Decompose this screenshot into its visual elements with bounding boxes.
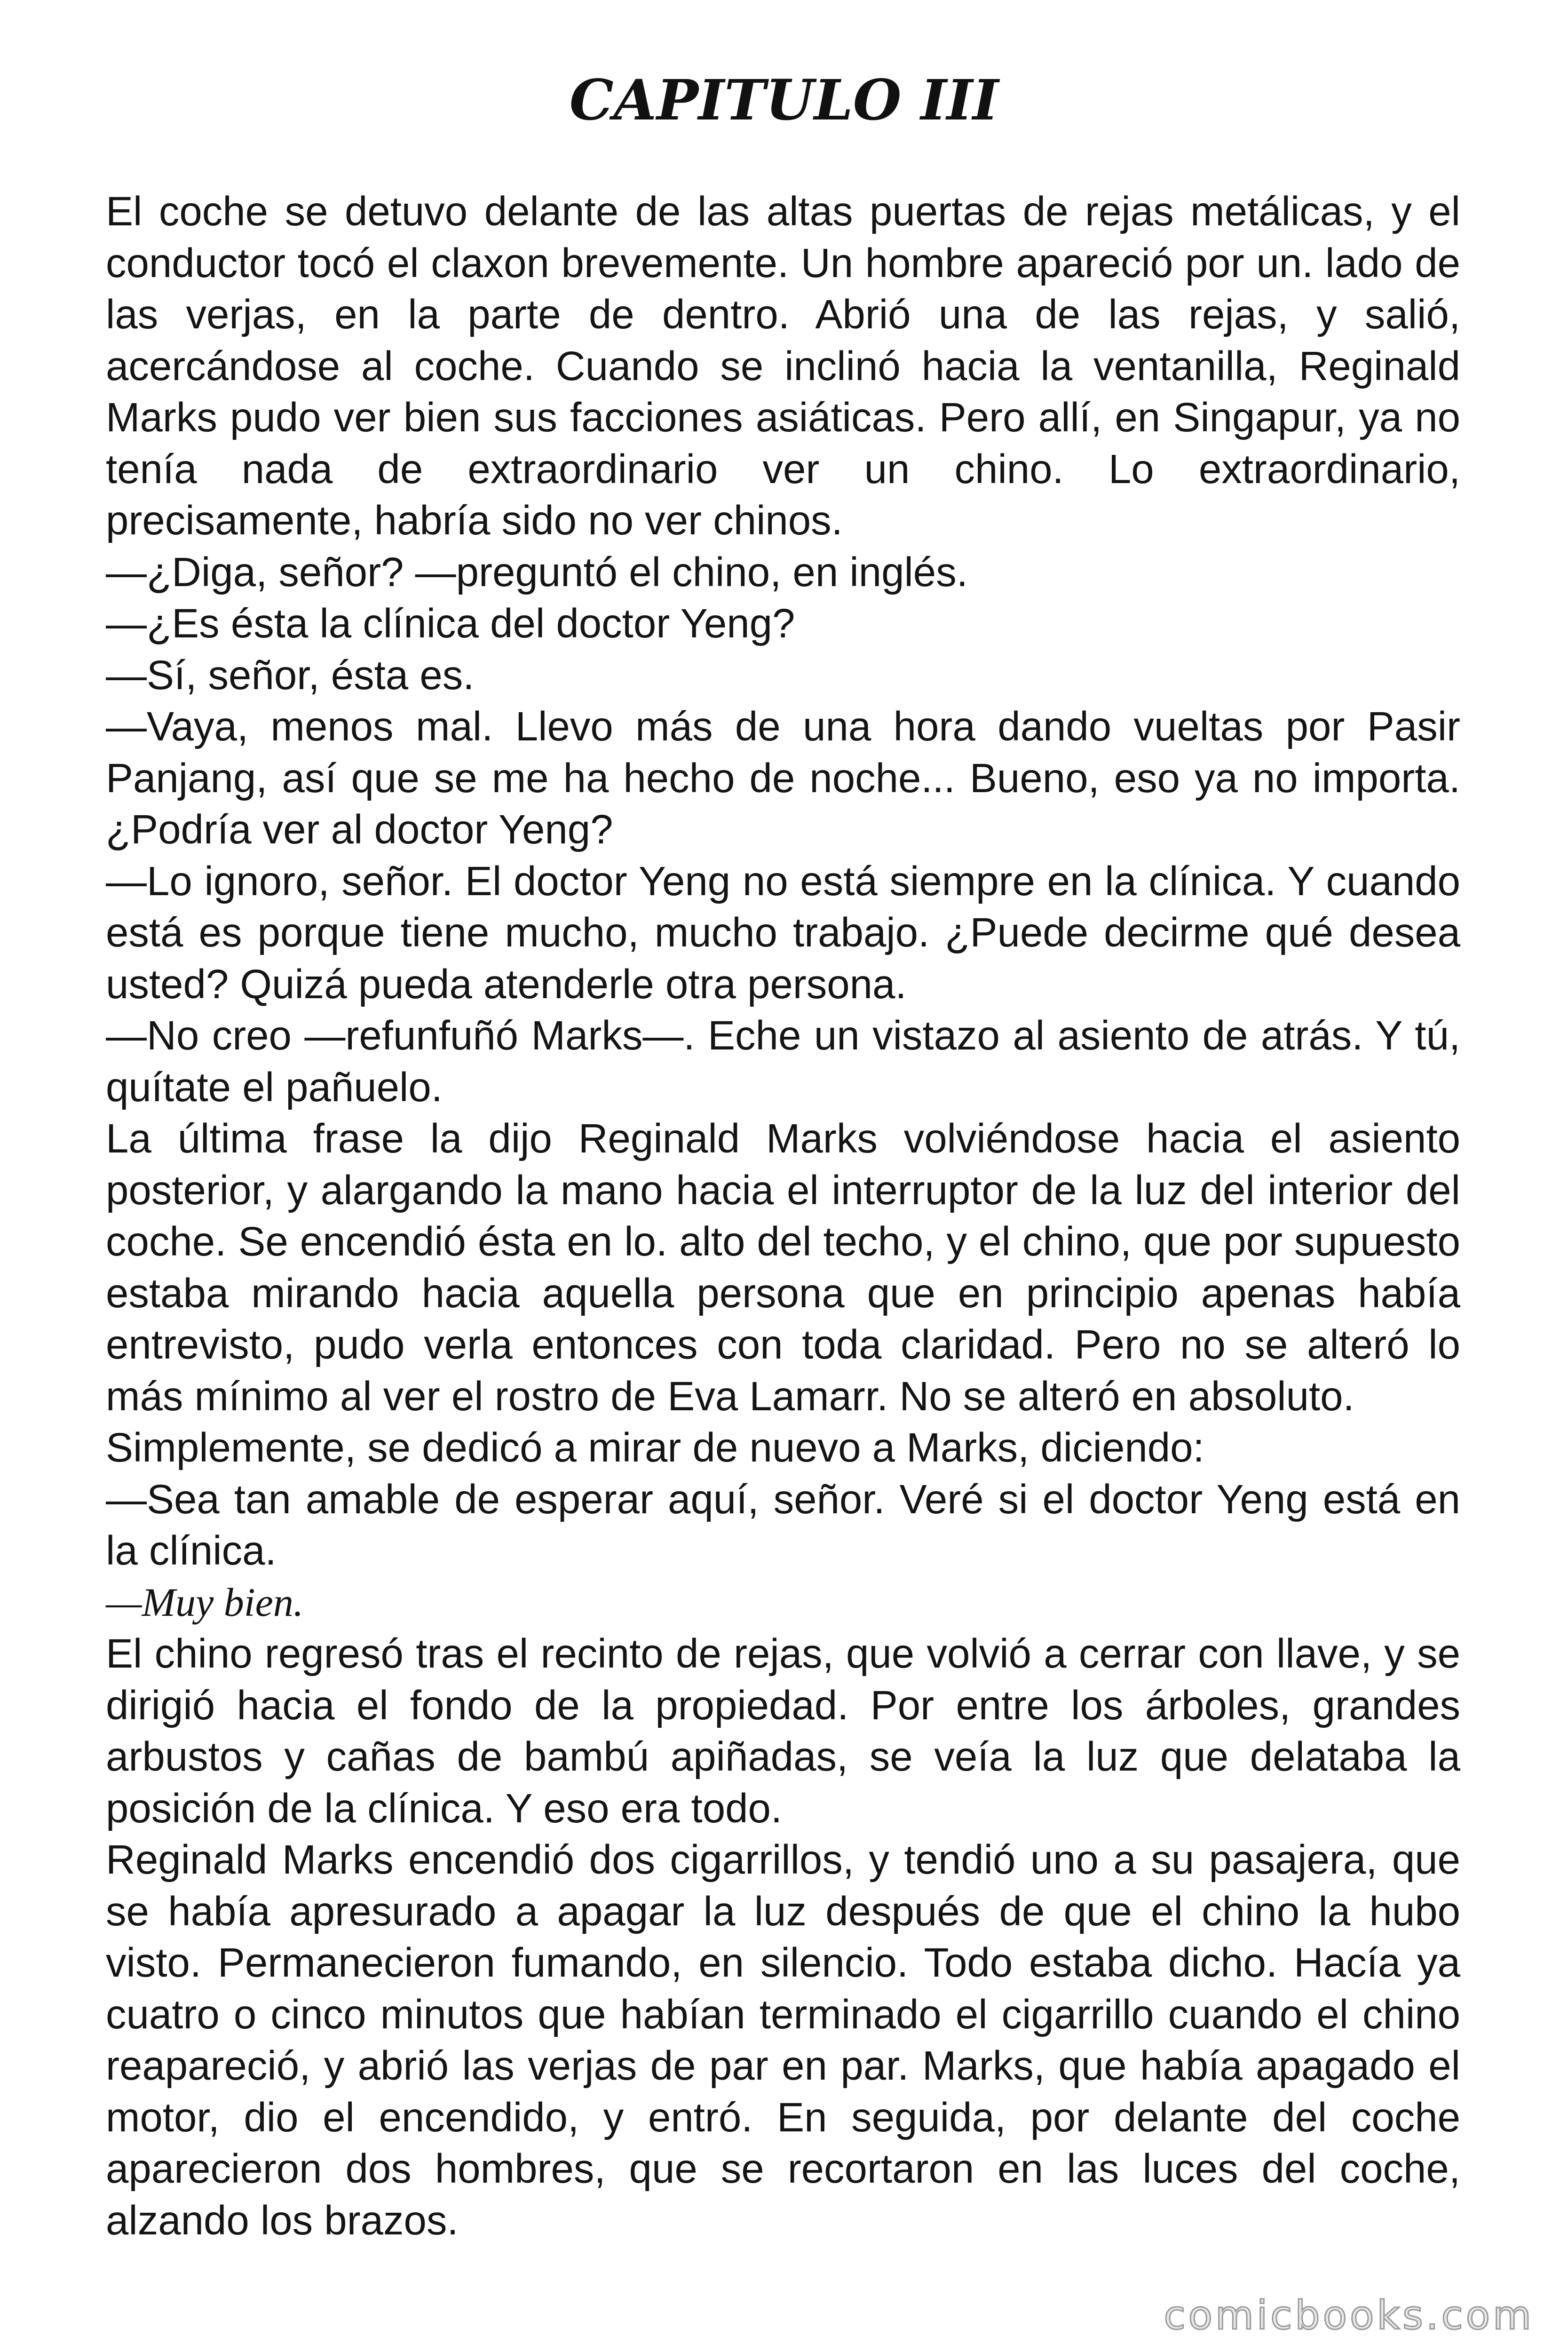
dialogue-line: —¿Diga, señor? —preguntó el chino, en inglés. — [106, 549, 968, 595]
dialogue-line: —Lo ignoro, señor. El doctor Yeng no está siempre en la clínica. Y cuando está es porque tiene mucho, mucho trabajo. ¿Puede decirme qué desea usted? Quizá pueda atenderle otra persona. — [106, 858, 1460, 1007]
dialogue-line: —Muy bien. — [106, 1579, 304, 1625]
paragraph: La última frase la dijo Reginald Marks volviéndose hacia el asiento posterior, y alargando la mano hacia el interruptor de la luz del interior del coche. Se encendió ésta en lo. alto del techo, y el chino, que por supuesto estaba mirando hacia aquella persona que en principio apenas había entrevisto, pudo verla entonces con toda claridad. Pero no se alteró lo más mínimo al ver el rostro de Eva Lamarr. No se alteró en absoluto. — [106, 1116, 1460, 1419]
dialogue-line: —¿Es ésta la clínica del doctor Yeng? — [106, 601, 795, 646]
dialogue-line: —Vaya, menos mal. Llevo más de una hora dando vueltas por Pasir Panjang, así que se me ha hecho de noche... Bueno, eso ya no importa. ¿Podría ver al doctor Yeng? — [106, 704, 1460, 852]
chapter-title: CAPITULO III — [569, 67, 999, 133]
chapter-body — [106, 186, 1460, 2246]
dialogue-line: —Sí, señor, ésta es. — [106, 652, 475, 698]
paragraph: El coche se detuvo delante de las altas puertas de rejas metálicas, y el conductor tocó el claxon brevemente. Un hombre apareció por un. lado de las verjas, en la parte de dentro. Abrió una de las rejas, y salió, acercándose al coche. Cuando se inclinó hacia la ventanilla, Reginald Marks pudo ver bien sus facciones asiáticas. Pero allí, en Singapur, ya no tenía nada de extraordinario ver un chino. Lo extraordinario, precisamente, habría sido no ver chinos. — [106, 189, 1460, 543]
paragraph: Reginald Marks encendió dos cigarrillos, y tendió uno a su pasajera, que se había apresurado a apagar la luz después de que el chino la hubo visto. Permanecieron fumando, en silencio. Todo estaba dicho. Hacía ya cuatro o cinco minutos que habían terminado el cigarrillo cuando el chino reapareció, y abrió las verjas de par en par. Marks, que había apagado el motor, dio el encendido, y entró. En seguida, por delante del coche aparecieron dos hombres, que se recortaron en las luces del coche, alzando los brazos. — [106, 1837, 1460, 2243]
dialogue-line: —Sea tan amable de esperar aquí, señor. Veré si el doctor Yeng está en la clínica. — [106, 1476, 1460, 1573]
site-watermark: comicbooks.com — [1164, 2292, 1534, 2338]
paragraph: Simplemente, se dedicó a mirar de nuevo a Marks, diciendo: — [106, 1425, 1204, 1470]
paragraph: El chino regresó tras el recinto de rejas, que volvió a cerrar con llave, y se dirigió hacia el fondo de la propiedad. Por entre los árboles, grandes arbustos y cañas de bambú apiñadas, se veía la luz que delataba la posición de la clínica. Y eso era todo. — [106, 1631, 1460, 1831]
dialogue-line: —No creo —refunfuñó Marks—. Eche un vistazo al asiento de atrás. Y tú, quítate el pañuelo. — [106, 1013, 1460, 1110]
